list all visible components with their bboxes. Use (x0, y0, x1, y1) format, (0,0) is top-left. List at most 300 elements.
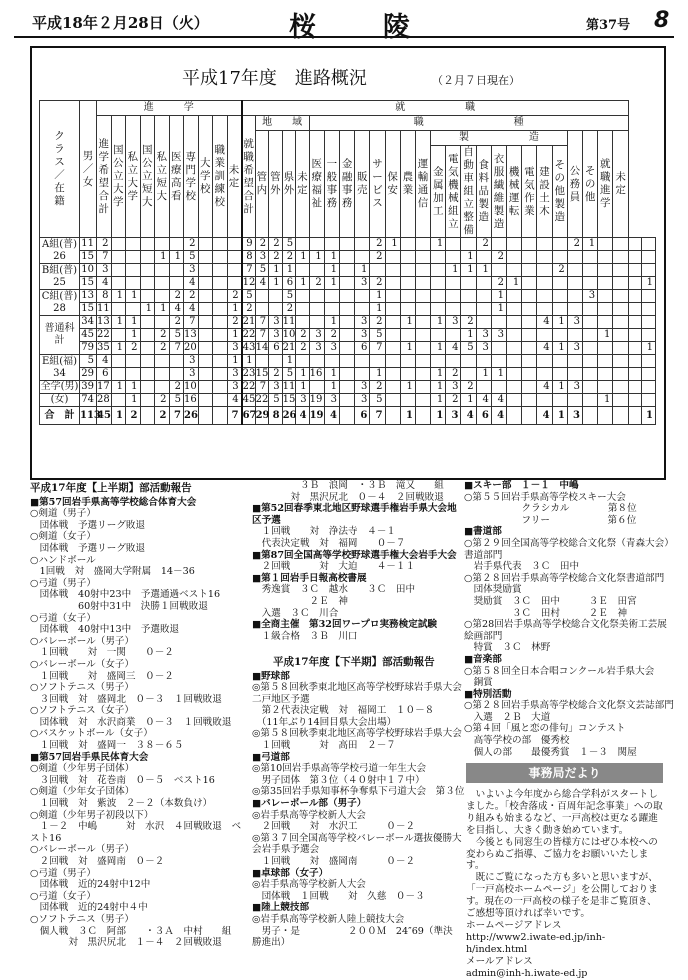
cell (339, 290, 354, 303)
cell: 1 (126, 394, 141, 407)
cell (400, 277, 415, 290)
row-count: 11 (80, 238, 97, 251)
report-line: フリー 第６位 (464, 514, 637, 526)
shokushu-head: 保 安 (385, 131, 400, 238)
report-line: ○第５５回岩手県高等学校スキー大会 (464, 491, 626, 503)
cell: 2 (370, 251, 385, 264)
cell: 12 (242, 277, 256, 288)
cell (339, 368, 354, 381)
cell (140, 316, 155, 329)
cell (169, 368, 184, 381)
cell (507, 316, 522, 329)
cell: 1 (642, 342, 656, 355)
report-line: ○弓道（女子） (30, 890, 96, 902)
cell: 4 (97, 355, 112, 368)
cell: 1 (296, 277, 310, 290)
cell (227, 277, 242, 290)
cell: 3 (355, 329, 370, 342)
cell (213, 394, 228, 407)
report-line: ○バレーボール（男子） (30, 635, 135, 647)
cell (628, 368, 642, 381)
cell (198, 251, 213, 264)
cell (385, 264, 400, 277)
cell: 5 (282, 290, 296, 303)
cell: 2 (242, 303, 256, 316)
report-line: 銅賞 (464, 677, 493, 689)
cell (339, 251, 354, 264)
report-line: ３回戦 対 盛岡北 ０－３ １回戦敗退 (30, 693, 222, 705)
report-line: ○ソフトテニス（男子） (30, 913, 134, 925)
shokushu-head: 食 料 品 製 造 (476, 146, 491, 238)
shokushu-head: 未 定 (613, 131, 628, 238)
cell: 3 (567, 407, 582, 425)
cell (522, 316, 537, 329)
cell: 9 (242, 238, 256, 251)
cell (355, 355, 370, 368)
report-section: ■卓球部（女子） (252, 867, 329, 879)
cell (446, 238, 461, 251)
issue-date: 平成18年２月28日（火） (32, 14, 209, 32)
cell (339, 238, 354, 251)
cell (255, 290, 269, 303)
shokushu-head: 金 属 加 工 (431, 146, 446, 238)
report-line: ○バスケットボール（女子） (30, 728, 153, 740)
cell (415, 342, 430, 355)
cell (140, 342, 155, 355)
shokushu-head: 自 動 車 組 立 整 備 (461, 146, 476, 238)
cell: 1 (111, 316, 126, 329)
cell (415, 329, 430, 342)
cell: 4 (476, 394, 491, 407)
cell: 1 (491, 368, 506, 381)
chiiki-head: 就 職 希 望 合 計 (242, 116, 256, 238)
cell: 43 (242, 342, 256, 353)
cell (385, 329, 400, 342)
cell (169, 238, 184, 251)
cell (155, 264, 170, 277)
cell: 1 (491, 290, 506, 303)
cell: 67 (242, 407, 256, 425)
cell: 4 (184, 277, 199, 290)
cell (385, 303, 400, 316)
cell (522, 329, 537, 342)
cell: 1 (552, 381, 567, 394)
shingaku-head: 国 公 立 大 学 (111, 116, 126, 238)
cell: 22 (242, 381, 256, 392)
cell: 1 (431, 316, 446, 329)
cell: 3 (355, 381, 370, 394)
cell (198, 290, 213, 303)
report-line: １回戦 対 盛岡一 ３８－６５ (30, 740, 184, 752)
report-section: ■第52回春季東北地区野球選手権岩手県大会地 (252, 503, 457, 515)
mail-address[interactable]: admin@inh-h.iwate-ed.jp (466, 967, 588, 979)
report-line: （11年ぶり14回目県大会出場） (252, 716, 397, 728)
cell: 1 (309, 251, 324, 264)
cell: 7 (169, 407, 184, 425)
cell: 1 (324, 381, 339, 394)
cell (296, 290, 310, 303)
report-line: １級合格 ３Ｂ 川口 (252, 630, 358, 642)
cell (522, 251, 537, 264)
career-summary-box (30, 46, 666, 480)
cell: 1 (431, 238, 446, 251)
cell: 7 (97, 251, 112, 264)
report-section: ■スキー部 １－１ 中嶋 (464, 480, 579, 491)
cell: 4 (537, 407, 552, 425)
cell (613, 290, 628, 303)
cell (385, 277, 400, 290)
cell (111, 394, 126, 407)
table-row (40, 290, 656, 303)
cell (476, 303, 491, 316)
cell (598, 251, 613, 264)
cell: 1 (491, 303, 506, 316)
cell (213, 251, 228, 264)
cell (140, 290, 155, 303)
cell: 5 (184, 251, 199, 264)
cell: 22 (97, 329, 110, 340)
cell (446, 290, 461, 303)
shokushu-head: 販 売 (355, 131, 370, 238)
cell (522, 355, 537, 368)
table-row (40, 251, 656, 264)
cell: 1 (461, 329, 476, 342)
cell (140, 238, 155, 251)
cell: 1 (242, 355, 256, 368)
homepage-url[interactable]: http://www2.iwate-ed.jp/inh-h/index.html (466, 931, 606, 955)
cell (155, 368, 170, 381)
cell: 3 (582, 290, 597, 303)
cell (140, 368, 155, 381)
cell: 1 (507, 277, 522, 290)
cell (582, 368, 597, 381)
cell: 2 (491, 277, 506, 290)
report-section: ■野球部 (252, 670, 290, 682)
row-count: 15 (80, 303, 97, 316)
cell (198, 329, 213, 342)
cell: 2 (567, 238, 582, 251)
report-line: ◎第35回岩手県知事杯争奪県下弓道大会 第３位 (252, 786, 465, 798)
report-line: ○弓道（女子） (30, 612, 96, 624)
cell (567, 329, 582, 342)
cell (628, 251, 642, 264)
cell (598, 381, 613, 394)
cell: 1 (111, 290, 126, 303)
cell (296, 238, 310, 251)
cell: 2 (227, 290, 242, 303)
cell (552, 355, 567, 368)
cell (598, 264, 613, 277)
cell (507, 251, 522, 264)
cell: 1 (155, 303, 170, 316)
cell: 1 (642, 407, 656, 425)
cell (213, 407, 228, 425)
row-count: 10 (80, 264, 97, 277)
report-line: ○第５８回全日本合唱コンクール岩手県大会 (464, 665, 655, 677)
cell: 1 (370, 290, 385, 303)
class-header: ク ラ ス ／ 在 籍 (40, 101, 80, 238)
cell (552, 290, 567, 303)
cell (552, 329, 567, 342)
report-line: 60射中31中 決勝１回戦敗退 (30, 600, 208, 612)
cell: 1 (431, 407, 446, 425)
cell (552, 368, 567, 381)
cell (385, 381, 400, 394)
cell (198, 277, 213, 290)
cell (227, 251, 242, 264)
cell (355, 238, 370, 251)
cell (415, 316, 430, 329)
report-section: ■書道部 (464, 526, 502, 538)
chiiki-head: 県 外 (282, 131, 296, 238)
cell: 2 (126, 342, 141, 355)
cell: 15 (255, 368, 269, 379)
cell: 1 (140, 303, 155, 316)
cell: 4 (461, 407, 476, 425)
cell: 19 (309, 394, 323, 405)
cell: 1 (476, 264, 491, 277)
cell: 3 (446, 381, 461, 394)
cell (415, 355, 430, 368)
cell: 1 (227, 303, 242, 316)
cell (446, 251, 461, 264)
cell (642, 303, 656, 316)
cell (613, 342, 628, 355)
report-line: １－２ 中嶋 対 水沢 ４回戦敗退 ベ (30, 821, 242, 833)
cell (642, 316, 656, 329)
first-half-report (30, 480, 245, 949)
cell: 3 (476, 329, 491, 342)
cell: 1 (642, 277, 656, 290)
cell (213, 368, 228, 381)
cell: 3 (355, 316, 370, 329)
shingaku-head: 国 公 立 短 大 (140, 116, 155, 238)
cell: 19 (309, 407, 324, 425)
cell (567, 264, 582, 277)
cell (198, 368, 213, 381)
shokushu-head: 電 気 作 業 (522, 146, 537, 238)
row-label: (女) (40, 394, 80, 407)
cell (155, 381, 170, 394)
cell (552, 251, 567, 264)
cell (476, 381, 491, 394)
cell (400, 303, 415, 316)
row-count: 45 (80, 329, 97, 342)
cell (415, 290, 430, 303)
cell (355, 303, 370, 316)
report-section: ■第１回岩手日報高校書展 (252, 572, 367, 584)
cell: 15 (282, 394, 296, 405)
cell (198, 407, 213, 425)
cell: 3 (309, 342, 324, 355)
cell (446, 303, 461, 316)
cell: 2 (324, 329, 339, 342)
shokushu-head: そ の 他 製 造 (552, 146, 567, 238)
second-half-report (252, 480, 465, 949)
cell (507, 342, 522, 355)
cell: 2 (269, 238, 283, 251)
cell (385, 355, 400, 368)
report-line: 1回戦 対 盛岡大学附属 14－36 (30, 566, 195, 578)
cell (140, 355, 155, 368)
cell: 1 (324, 316, 339, 329)
cell: 4 (184, 303, 199, 316)
report-line: 男子・是 ２００Ｍ 24″69（準決 (252, 925, 453, 937)
table-row (40, 368, 656, 381)
cell: 1 (269, 264, 283, 277)
cell (400, 329, 415, 342)
cell: 5 (370, 329, 385, 342)
cell: 23 (242, 368, 256, 379)
cell (582, 316, 597, 329)
cell (642, 381, 656, 394)
cell (567, 368, 582, 381)
cell: 16 (309, 368, 323, 379)
cell (476, 290, 491, 303)
cell: 1 (126, 329, 141, 342)
cell: 1 (169, 251, 184, 264)
cell (446, 355, 461, 368)
cell: 1 (400, 407, 415, 425)
row-label: A組(普) 26 (40, 238, 80, 264)
cell: 26 (184, 407, 199, 425)
report-heading: 平成17年度【下半期】部活動報告 (252, 655, 435, 668)
cell (400, 394, 415, 407)
cell: 1 (400, 316, 415, 329)
cell (628, 238, 642, 251)
cell (126, 251, 141, 264)
cell (415, 381, 430, 394)
page-number: 8 (654, 8, 670, 33)
group-seizo: 製 造 (431, 131, 568, 146)
report-section: ■陸上競技部 (252, 902, 310, 914)
report-section: ■第87回全国高等学校野球選手権大会岩手大会 (252, 549, 457, 561)
cell (355, 368, 370, 381)
cell: 2 (282, 303, 296, 316)
cell (598, 407, 613, 425)
cell: 7 (184, 316, 199, 329)
cell (461, 355, 476, 368)
cell (431, 303, 446, 316)
report-section: ■第57回岩手県高等学校総合体育大会 (30, 496, 197, 508)
cell (111, 251, 126, 264)
cell: 6 (97, 368, 112, 381)
cell (400, 251, 415, 264)
report-line: ○第４回「風と恋の俳句」コンテスト (464, 723, 626, 735)
report-line: ◎第３７回全国高等学校バレーボール選抜優勝大 (252, 832, 462, 844)
cell: 3 (97, 264, 112, 277)
cell (628, 355, 642, 368)
cell: 22 (242, 329, 256, 340)
cell (613, 381, 628, 394)
cell (269, 303, 283, 316)
cell: 2 (296, 342, 310, 355)
cell: 1 (155, 251, 170, 264)
cell: 8 (242, 251, 256, 264)
cell (309, 381, 324, 394)
cell: 4 (324, 407, 339, 425)
table-row (40, 407, 656, 425)
cell (431, 329, 446, 342)
cell: 1 (385, 238, 400, 251)
cell (111, 355, 126, 368)
cell: 10 (184, 381, 197, 392)
cell: 5 (282, 238, 296, 251)
report-line: １回戦 対 高田 ２－７ (252, 740, 396, 752)
cell: 2 (184, 238, 199, 251)
cell: 3 (355, 277, 370, 290)
cell: 6 (476, 407, 491, 425)
as-of-date: （２月７日現在） (432, 74, 520, 87)
report-line: ○剣道（少年男子団体） (30, 763, 135, 775)
cell: 1 (126, 316, 141, 329)
report-line: ○第28回岩手県高等学校総合文化祭美術工芸展 (464, 619, 667, 631)
cell: 3 (324, 342, 339, 355)
cell (213, 290, 228, 303)
report-line: 団体奨励賞 (464, 584, 522, 596)
group-chiiki: 地 域 (255, 116, 309, 131)
report-line: 高等学校の部 優秀校 (464, 735, 570, 747)
cell: 2 (370, 316, 385, 329)
cell (385, 290, 400, 303)
cell (213, 355, 228, 368)
cell: 7 (255, 329, 269, 342)
cell (598, 355, 613, 368)
cell (213, 277, 228, 290)
cell (642, 394, 656, 407)
report-section: ■特別活動 (464, 688, 512, 700)
table-row (40, 329, 656, 342)
report-line: ○第２９回全国高等学校総合文化祭（青森大会） (464, 537, 674, 549)
cell: 28 (97, 394, 110, 405)
report-line: ○剣道（少年女子団体） (30, 786, 135, 798)
cell: 1 (598, 394, 613, 407)
cell (461, 238, 476, 251)
row-count: 113 (80, 407, 97, 425)
report-line: 団体戦 40射中13中 予選敗退 (30, 624, 180, 636)
cell: 1 (282, 264, 296, 277)
shokushu-head: サ ー ビ ス (370, 131, 385, 238)
cell (552, 277, 567, 290)
report-section: ■バレーボール部（男子） (252, 798, 367, 810)
cell (126, 238, 141, 251)
cell: 7 (370, 342, 385, 355)
cell (296, 355, 310, 368)
cell: 1 (111, 342, 126, 355)
cell (491, 264, 506, 277)
cell (155, 238, 170, 251)
report-line: ２回戦 対 大迫 ４－１１ (252, 561, 416, 573)
cell (324, 355, 339, 368)
cell (198, 394, 213, 407)
cell (476, 355, 491, 368)
cell: 2 (461, 381, 476, 394)
report-line: ○剣道（少年男子初段以下） (30, 809, 154, 821)
cell: 2 (227, 316, 242, 329)
report-line: １回戦 対 盛岡南 ０－２ (252, 856, 416, 867)
cell: 3 (567, 381, 582, 394)
report-line: 会岩手県予選会 (252, 844, 320, 856)
group-shushoku: 就 職 (242, 101, 629, 116)
cell: 2 (155, 329, 170, 342)
cell (269, 355, 283, 368)
office-news (466, 789, 666, 980)
cell: 7 (169, 342, 184, 355)
cell: 2 (155, 342, 170, 355)
cell (385, 394, 400, 407)
cell (642, 238, 656, 251)
cell (522, 342, 537, 355)
